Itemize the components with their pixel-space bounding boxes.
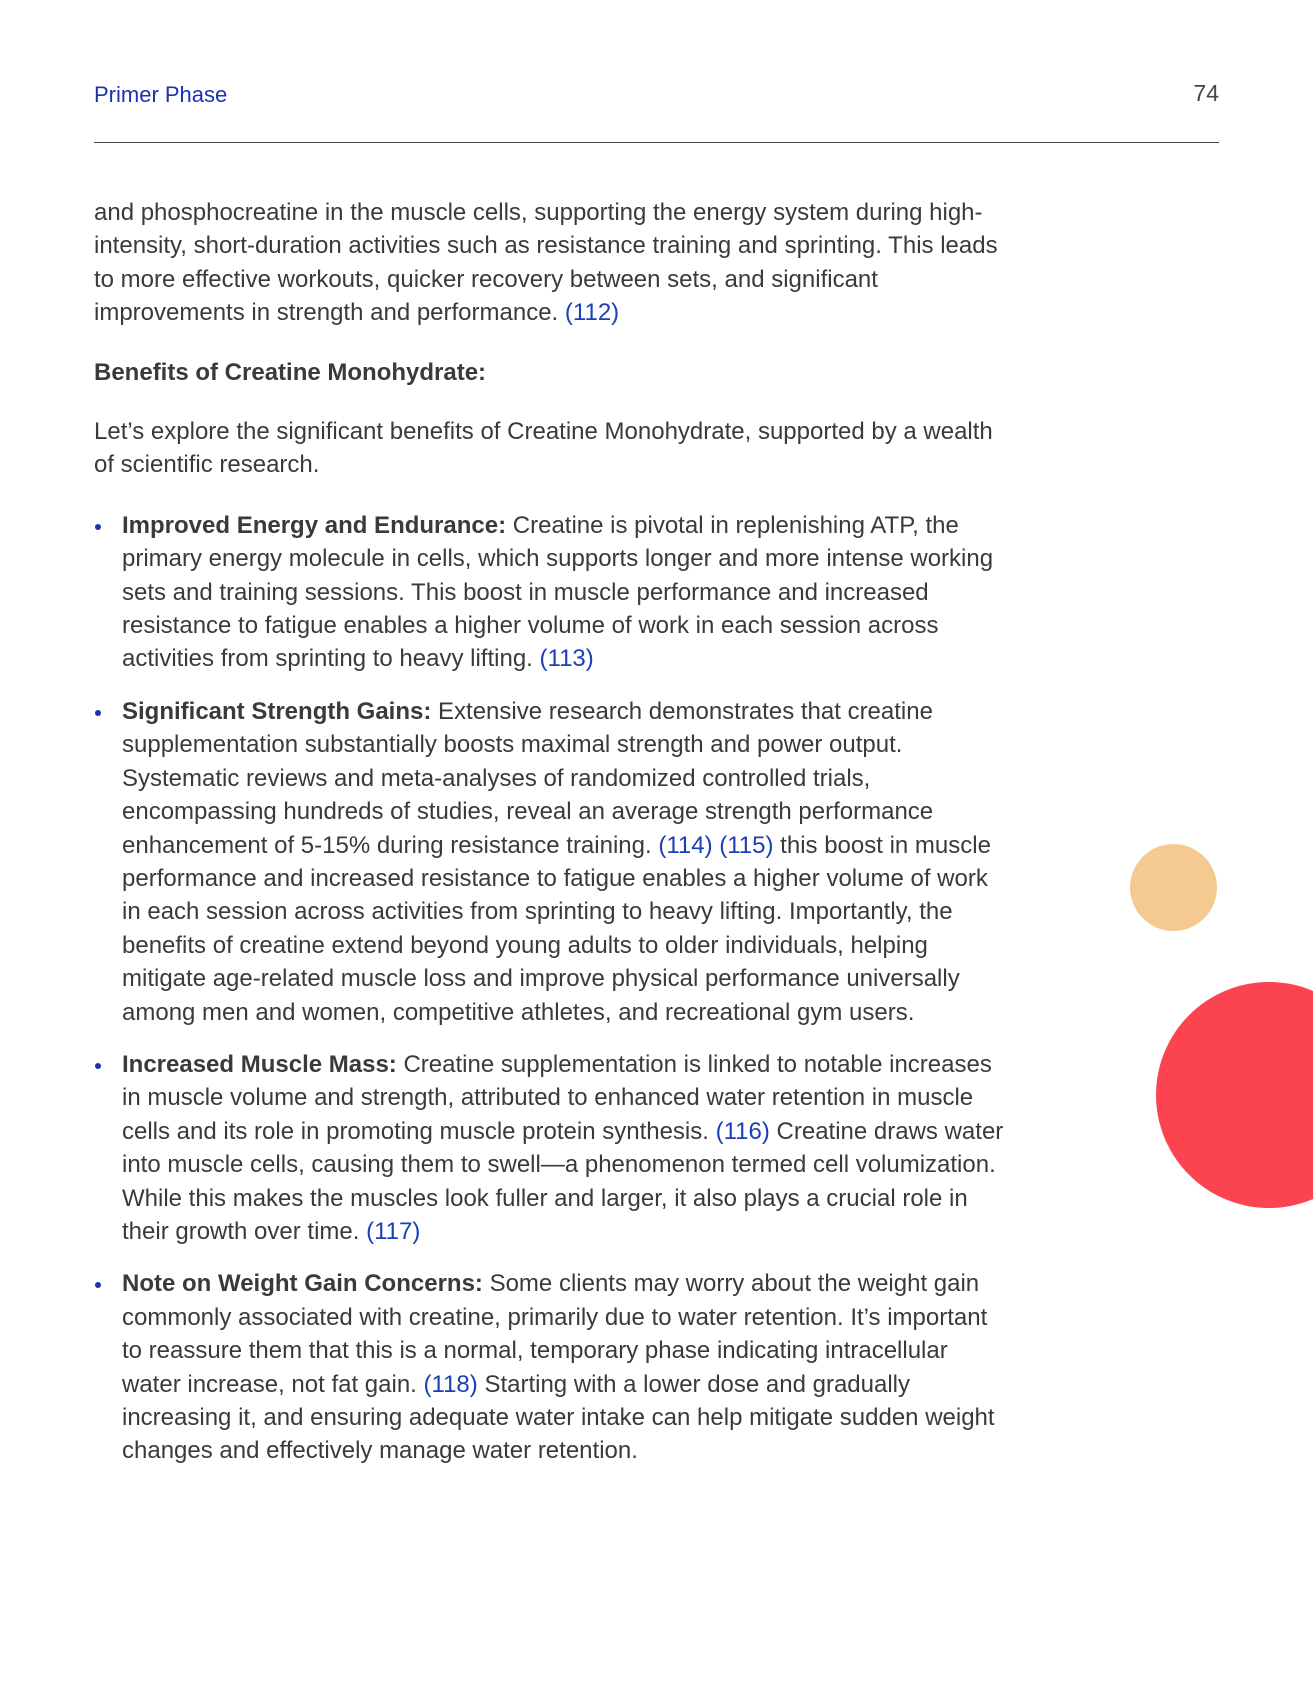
decorative-red-circle: [1156, 982, 1313, 1208]
bullet-text: Starting with a lower dose and gradually increasing it, and ensuring adequate water intake can help mitigate sudden weight changes and effectively manage water retention.: [122, 1370, 995, 1465]
lead-paragraph: Let’s explore the significant benefits of Creatine Monohydrate, supported by a wealth of scientific research.: [94, 418, 993, 479]
bullet-icon: [95, 1063, 101, 1069]
intro-paragraph: [94, 196, 1004, 330]
bullet-text: Creatine supplementation is linked to notable increases in muscle volume and strength, attributed to enhanced water retention in muscle cells and its role in promoting muscle protein synthesis.: [122, 1050, 992, 1145]
citation-link[interactable]: (117): [366, 1217, 421, 1245]
page-header: [94, 78, 1219, 143]
bullet-text: this boost in muscle performance and increased resistance to fatigue enables a higher volume of work in each session across activities from sprinting to heavy lifting. Importantly, the benefits of creatine extend beyond young adults to older individuals, helping mitigate age-related muscle loss and improve physical performance universally among men and women, competitive athletes, and recreational gym users.: [122, 831, 991, 1026]
list-item: [94, 695, 1004, 1029]
bullet-term: Note on Weight Gain Concerns:: [122, 1270, 483, 1298]
section-heading: Benefits of Creatine Monohydrate:: [94, 358, 487, 386]
page-content: [94, 196, 1004, 1487]
list-item: [94, 1048, 1004, 1248]
bullet-icon: [95, 710, 101, 716]
bullet-text: Creatine draws water into muscle cells, causing them to swell—a phenomenon termed cell volumization. While this makes the muscles look fuller and larger, it also plays a crucial role in their growth over time.: [122, 1117, 1004, 1245]
bullet-text: Some clients may worry about the weight gain commonly associated with creatine, primarily due to water retention. It’s important to reassure them that this is a normal, temporary phase indicating intracellular water increase, not fat gain.: [122, 1270, 988, 1398]
citation-link[interactable]: (116): [715, 1117, 770, 1145]
citation-link[interactable]: (113): [539, 645, 594, 673]
citation-link[interactable]: (118): [423, 1370, 478, 1398]
bullet-text: Creatine is pivotal in replenishing ATP, the primary energy molecule in cells, which supports longer and more intense working sets and training sessions. This boost in muscle performance and increased resistance to fatigue enables a higher volume of work in each session across activities from sprinting to heavy lifting.: [122, 511, 994, 673]
citation-link[interactable]: (112): [564, 299, 620, 327]
citation-link[interactable]: (114): [658, 831, 713, 859]
citation-link[interactable]: (115): [719, 831, 774, 859]
bullet-text: Extensive research demonstrates that creatine supplementation substantially boosts maximal strength and power output. Systematic reviews and meta-analyses of randomized controlled trials, encompassing hundreds of studies, reveal an average strength performance enhancement of 5-15% during resistance training.: [122, 697, 934, 859]
decorative-orange-circle: [1130, 844, 1217, 931]
benefits-list: [94, 509, 1004, 1468]
section-title: Primer Phase: [94, 82, 228, 107]
bullet-term: Increased Muscle Mass:: [122, 1050, 397, 1078]
list-item: [94, 509, 1004, 676]
intro-text: and phosphocreatine in the muscle cells, supporting the energy system during high-intensity, short-duration activities such as resistance training and sprinting. This leads to more effective workouts, quicker recovery between sets, and significant improvements in strength and performance.: [94, 199, 998, 327]
bullet-icon: [95, 1282, 101, 1288]
page-number: 74: [1193, 80, 1219, 106]
list-item: [94, 1267, 1004, 1467]
bullet-term: Significant Strength Gains:: [122, 697, 432, 725]
bullet-term: Improved Energy and Endurance:: [122, 511, 507, 539]
bullet-icon: [95, 524, 101, 530]
